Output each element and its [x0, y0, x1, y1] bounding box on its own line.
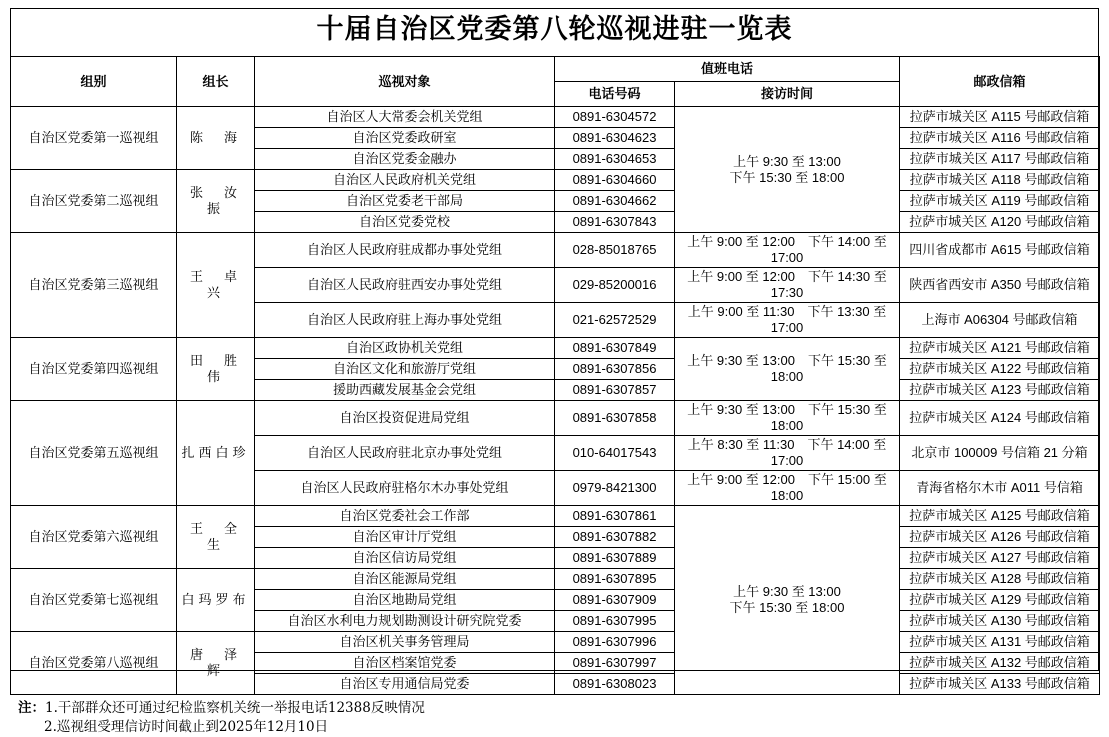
visit-time-line-1: 上午 9:30 至 13:00: [733, 153, 841, 169]
cell-object: 自治区党委老干部局: [255, 191, 555, 212]
cell-object: 自治区党委党校: [255, 212, 555, 233]
cell-leader: 王 全 生: [177, 506, 255, 569]
page-title: 十届自治区党委第八轮巡视进驻一览表: [316, 14, 793, 45]
footnote-line-1: [18, 699, 1099, 718]
cell-object: 自治区水利电力规划勘测设计研究院党委: [255, 611, 555, 632]
cell-mailbox: 拉萨市城关区 A131 号邮政信箱: [900, 632, 1100, 653]
cell-mailbox: 拉萨市城关区 A124 号邮政信箱: [900, 401, 1100, 436]
cell-mailbox: 拉萨市城关区 A116 号邮政信箱: [900, 128, 1100, 149]
cell-object: 援助西藏发展基金会党组: [255, 380, 555, 401]
cell-phone: 0891-6307889: [555, 548, 675, 569]
cell-visit-time: 上午 8:30 至 11:30 下午 14:00 至 17:00: [675, 436, 900, 471]
cell-mailbox: 拉萨市城关区 A118 号邮政信箱: [900, 170, 1100, 191]
cell-mailbox: 拉萨市城关区 A125 号邮政信箱: [900, 506, 1100, 527]
cell-phone: 0891-6307909: [555, 590, 675, 611]
cell-mailbox: 拉萨市城关区 A130 号邮政信箱: [900, 611, 1100, 632]
cell-object: 自治区审计厅党组: [255, 527, 555, 548]
table-row: [11, 170, 1100, 191]
cell-object: 自治区能源局党组: [255, 569, 555, 590]
cell-mailbox: 拉萨市城关区 A133 号邮政信箱: [900, 674, 1100, 695]
cell-phone: 0891-6304660: [555, 170, 675, 191]
cell-object: 自治区档案馆党委: [255, 653, 555, 674]
cell-object: 自治区信访局党组: [255, 548, 555, 569]
cell-mailbox: 拉萨市城关区 A127 号邮政信箱: [900, 548, 1100, 569]
cell-object: 自治区人民政府驻西安办事处党组: [255, 268, 555, 303]
header-leader: 组长: [177, 57, 255, 107]
table-row: [11, 338, 1100, 359]
table-header-row-1: [11, 57, 1100, 82]
cell-phone: 0891-6307856: [555, 359, 675, 380]
cell-object: 自治区人民政府驻格尔木办事处党组: [255, 471, 555, 506]
header-duty-phone: 值班电话: [555, 57, 900, 82]
cell-mailbox: 拉萨市城关区 A117 号邮政信箱: [900, 149, 1100, 170]
cell-phone: 029-85200016: [555, 268, 675, 303]
table-row: [11, 632, 1100, 653]
cell-phone: 0891-6307858: [555, 401, 675, 436]
cell-mailbox: 上海市 A06304 号邮政信箱: [900, 303, 1100, 338]
visit-time-line-2: 下午 15:30 至 18:00: [729, 600, 845, 615]
cell-mailbox: 陕西省西安市 A350 号邮政信箱: [900, 268, 1100, 303]
cell-group: 自治区党委第六巡视组: [11, 506, 177, 569]
cell-group: 自治区党委第五巡视组: [11, 401, 177, 506]
cell-phone: 0891-6307849: [555, 338, 675, 359]
cell-phone: 010-64017543: [555, 436, 675, 471]
cell-group: 自治区党委第二巡视组: [11, 170, 177, 233]
cell-mailbox: 四川省成都市 A615 号邮政信箱: [900, 233, 1100, 268]
cell-phone: 0891-6307895: [555, 569, 675, 590]
cell-leader: 白玛罗布: [177, 569, 255, 632]
cell-mailbox: 拉萨市城关区 A121 号邮政信箱: [900, 338, 1100, 359]
cell-leader: 扎西白珍: [177, 401, 255, 506]
cell-object: 自治区党委社会工作部: [255, 506, 555, 527]
header-visit-time: 接访时间: [675, 82, 900, 107]
cell-group: 自治区党委第八巡视组: [11, 632, 177, 695]
cell-visit-time: 上午 9:00 至 12:00 下午 15:00 至 18:00: [675, 471, 900, 506]
cell-visit-time: 上午 9:00 至 11:30 下午 13:30 至 17:00: [675, 303, 900, 338]
footnote-line-2: 2.巡视组受理信访时间截止到2025年12月10日: [44, 719, 329, 735]
cell-phone: 028-85018765: [555, 233, 675, 268]
cell-mailbox: 拉萨市城关区 A128 号邮政信箱: [900, 569, 1100, 590]
cell-leader: 王 卓 兴: [177, 233, 255, 338]
cell-mailbox: 青海省格尔木市 A011 号信箱: [900, 471, 1100, 506]
cell-mailbox: 拉萨市城关区 A129 号邮政信箱: [900, 590, 1100, 611]
cell-mailbox: 拉萨市城关区 A132 号邮政信箱: [900, 653, 1100, 674]
cell-group: 自治区党委第七巡视组: [11, 569, 177, 632]
cell-object: 自治区人民政府机关党组: [255, 170, 555, 191]
cell-group: 自治区党委第一巡视组: [11, 107, 177, 170]
cell-phone: 0891-6307843: [555, 212, 675, 233]
header-group: 组别: [11, 57, 177, 107]
table-row: [11, 506, 1100, 527]
cell-object: 自治区党委金融办: [255, 149, 555, 170]
footnote-text-1: 1.干部群众还可通过纪检监察机关统一举报电话12388反映情况: [45, 700, 425, 716]
header-object: 巡视对象: [255, 57, 555, 107]
cell-phone: 0891-6304572: [555, 107, 675, 128]
cell-phone: 0891-6307861: [555, 506, 675, 527]
cell-phone: 0891-6307997: [555, 653, 675, 674]
table-row: [11, 401, 1100, 436]
cell-object: 自治区专用通信局党委: [255, 674, 555, 695]
cell-mailbox: 北京市 100009 号信箱 21 分箱: [900, 436, 1100, 471]
cell-mailbox: 拉萨市城关区 A120 号邮政信箱: [900, 212, 1100, 233]
cell-object: 自治区政协机关党组: [255, 338, 555, 359]
header-phone-number: 电话号码: [555, 82, 675, 107]
cell-object: 自治区人大常委会机关党组: [255, 107, 555, 128]
cell-visit-time: 上午 9:00 至 12:00 下午 14:30 至 17:30: [675, 268, 900, 303]
table-row: [11, 107, 1100, 128]
cell-object: 自治区党委政研室: [255, 128, 555, 149]
cell-phone: 0891-6304653: [555, 149, 675, 170]
table-row: [11, 233, 1100, 268]
cell-object: 自治区人民政府驻北京办事处党组: [255, 436, 555, 471]
cell-phone: 021-62572529: [555, 303, 675, 338]
cell-object: 自治区机关事务管理局: [255, 632, 555, 653]
cell-group: 自治区党委第三巡视组: [11, 233, 177, 338]
cell-mailbox: 拉萨市城关区 A126 号邮政信箱: [900, 527, 1100, 548]
footnote-label: 注：: [18, 700, 45, 716]
cell-object: 自治区地勘局党组: [255, 590, 555, 611]
cell-leader: 唐 泽 辉: [177, 632, 255, 695]
cell-mailbox: 拉萨市城关区 A123 号邮政信箱: [900, 380, 1100, 401]
cell-visit-time: [675, 107, 900, 233]
header-mailbox: 邮政信箱: [900, 57, 1100, 107]
cell-object: 自治区投资促进局党组: [255, 401, 555, 436]
cell-phone: 0891-6307995: [555, 611, 675, 632]
cell-object: 自治区文化和旅游厅党组: [255, 359, 555, 380]
cell-leader: 陈 海: [177, 107, 255, 170]
cell-visit-time: 上午 9:30 至 13:00 下午 15:30 至 18:00: [675, 338, 900, 401]
cell-phone: 0891-6307857: [555, 380, 675, 401]
inspection-table: [10, 56, 1100, 695]
footnotes: [10, 699, 1099, 737]
cell-visit-time: 上午 9:00 至 12:00 下午 14:00 至 17:00: [675, 233, 900, 268]
cell-phone: 0891-6307996: [555, 632, 675, 653]
cell-mailbox: 拉萨市城关区 A119 号邮政信箱: [900, 191, 1100, 212]
table-row: [11, 569, 1100, 590]
visit-time-line-2: 下午 15:30 至 18:00: [729, 169, 845, 185]
cell-phone: 0891-6308023: [555, 674, 675, 695]
cell-mailbox: 拉萨市城关区 A115 号邮政信箱: [900, 107, 1100, 128]
cell-phone: 0891-6304662: [555, 191, 675, 212]
cell-mailbox: 拉萨市城关区 A122 号邮政信箱: [900, 359, 1100, 380]
cell-visit-time: [675, 506, 900, 695]
visit-time-line-1: 上午 9:30 至 13:00: [733, 584, 841, 599]
cell-object: 自治区人民政府驻成都办事处党组: [255, 233, 555, 268]
cell-object: 自治区人民政府驻上海办事处党组: [255, 303, 555, 338]
cell-phone: 0979-8421300: [555, 471, 675, 506]
cell-group: 自治区党委第四巡视组: [11, 338, 177, 401]
cell-leader: 张 汝 振: [177, 170, 255, 233]
cell-leader: 田 胜 伟: [177, 338, 255, 401]
cell-phone: 0891-6304623: [555, 128, 675, 149]
cell-visit-time: 上午 9:30 至 13:00 下午 15:30 至 18:00: [675, 401, 900, 436]
cell-phone: 0891-6307882: [555, 527, 675, 548]
